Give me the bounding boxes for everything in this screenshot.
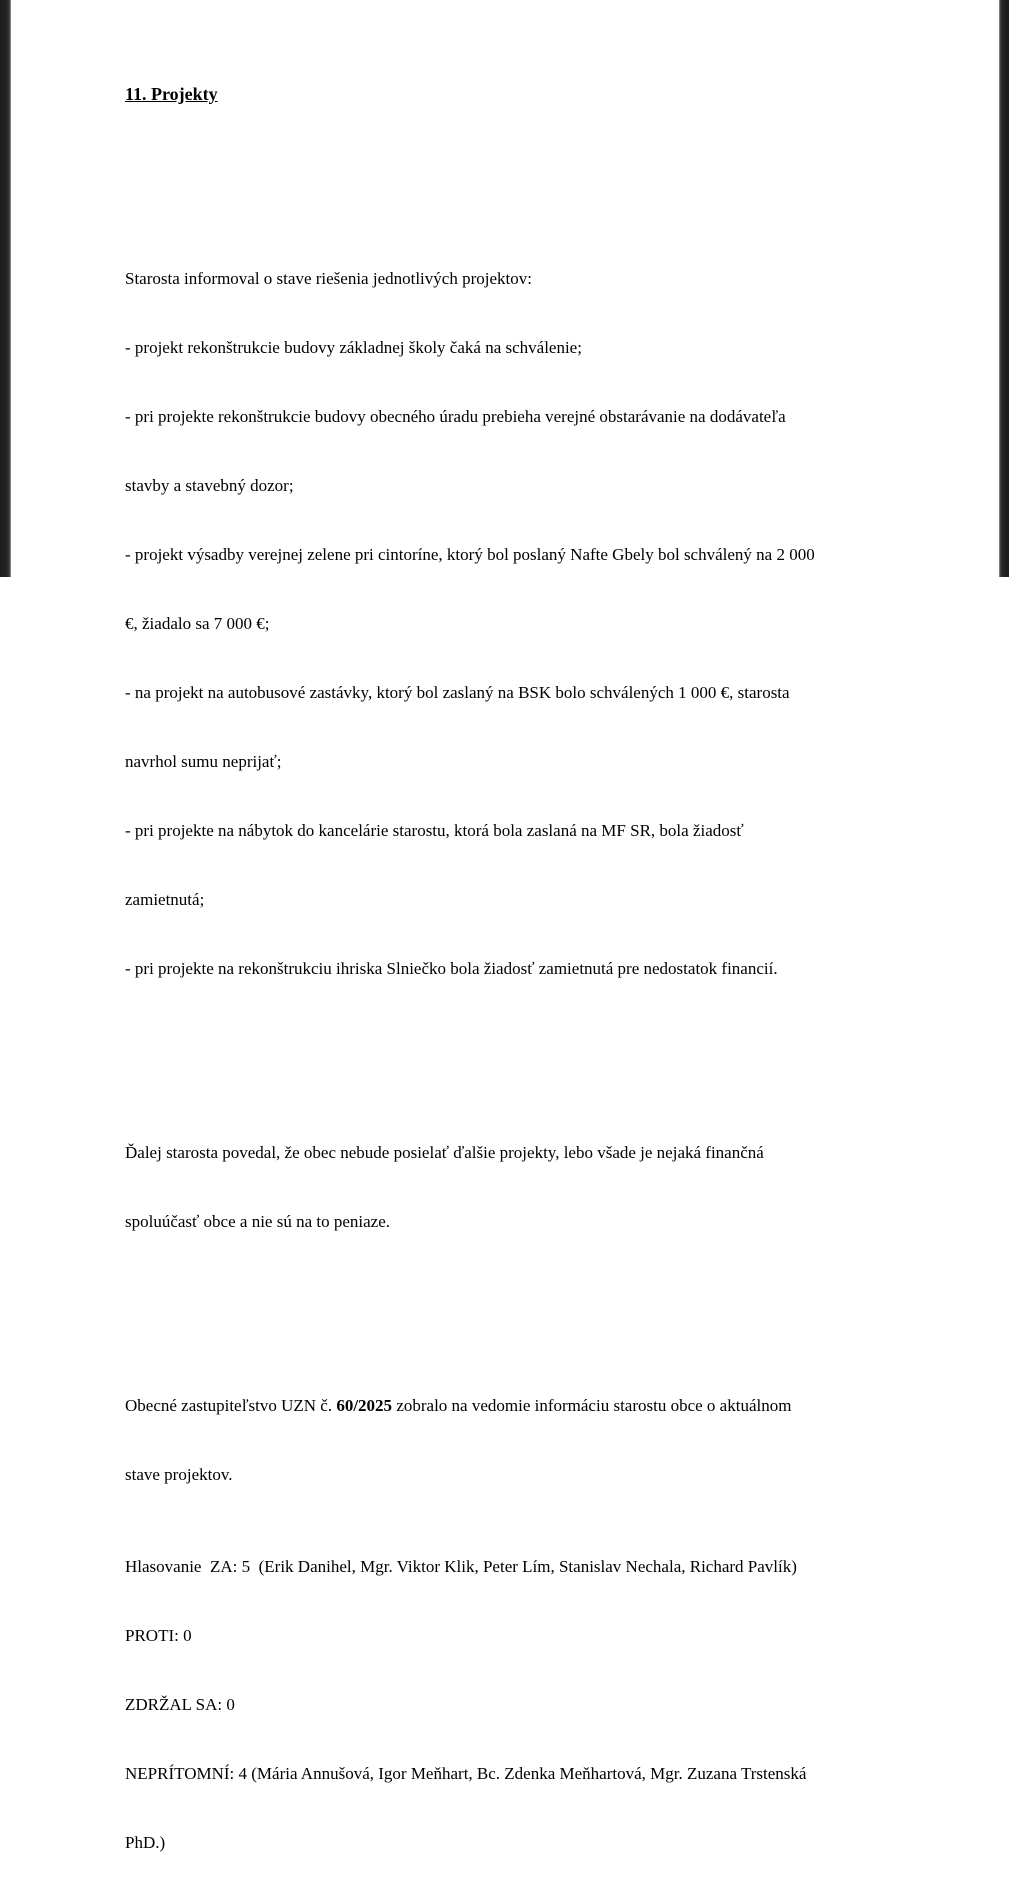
text-line: stavby a stavebný dozor;	[125, 476, 294, 495]
viewer-background-left	[0, 0, 11, 577]
uzn-number: 60/2025	[336, 1396, 393, 1415]
text-line: spoluúčasť obce a nie sú na to peniaze.	[125, 1212, 391, 1231]
section-heading	[125, 83, 815, 106]
resolution-continuation: stave projektov.	[125, 1465, 233, 1484]
text-line: €, žiadalo sa 7 000 €;	[125, 614, 270, 633]
section-heading-text: 11. Projekty	[125, 84, 218, 104]
document-page	[125, 14, 815, 1900]
text-line: - na projekt na autobusové zastávky, ktorý bol zaslaný na BSK bolo schválených 1 000 €, starosta	[125, 683, 790, 702]
text-line: - projekt rekonštrukcie budovy základnej školy čaká na schválenie;	[125, 338, 582, 357]
text-line: - pri projekte rekonštrukcie budovy obecného úradu prebieha verejné obstarávanie na dodávateľa	[125, 407, 786, 426]
spacer	[125, 1302, 815, 1325]
vote-line-nepritomni-continuation: PhD.)	[125, 1833, 166, 1852]
vote-line-za: Hlasovanie ZA: 5 (Erik Danihel, Mgr. Viktor Klik, Peter Lím, Stanislav Nechala, Richard Pavlík)	[125, 1557, 797, 1576]
spacer	[125, 175, 815, 198]
text-line: navrhol sumu neprijať;	[125, 752, 282, 771]
resolution-suffix: zobralo na vedomie informáciu starostu obce o aktuálnom	[392, 1396, 792, 1415]
vote-line-proti: PROTI: 0	[125, 1626, 192, 1645]
text-line: Ďalej starosta povedal, že obec nebude posielať ďalšie projekty, lebo všade je nejaká finančná	[125, 1143, 764, 1162]
text-line: - pri projekte na rekonštrukciu ihriska Slniečko bola žiadosť zamietnutá pre nedostatok financií.	[125, 959, 778, 978]
text-line: - projekt výsadby verejnej zelene pri cintoríne, ktorý bol poslaný Nafte Gbely bol schválený na 2 000	[125, 545, 815, 564]
vote-line-nepritomni: NEPRÍTOMNÍ: 4 (Mária Annušová, Igor Meňhart, Bc. Zdenka Meňhartová, Mgr. Zuzana Trstenská	[125, 1764, 807, 1783]
vote-line-zdrzal-sa: ZDRŽAL SA: 0	[125, 1695, 235, 1714]
spacer	[125, 1049, 815, 1072]
text-line: Starosta informoval o stave riešenia jednotlivých projektov:	[125, 269, 532, 288]
text-line: - pri projekte na nábytok do kancelárie starostu, ktorá bola zaslaná na MF SR, bola žiadosť	[125, 821, 744, 840]
viewer-background-right	[999, 0, 1009, 577]
resolution-prefix: Obecné zastupiteľstvo UZN č.	[125, 1396, 337, 1415]
text-line: zamietnutá;	[125, 890, 205, 909]
resolution-line	[125, 1394, 815, 1417]
